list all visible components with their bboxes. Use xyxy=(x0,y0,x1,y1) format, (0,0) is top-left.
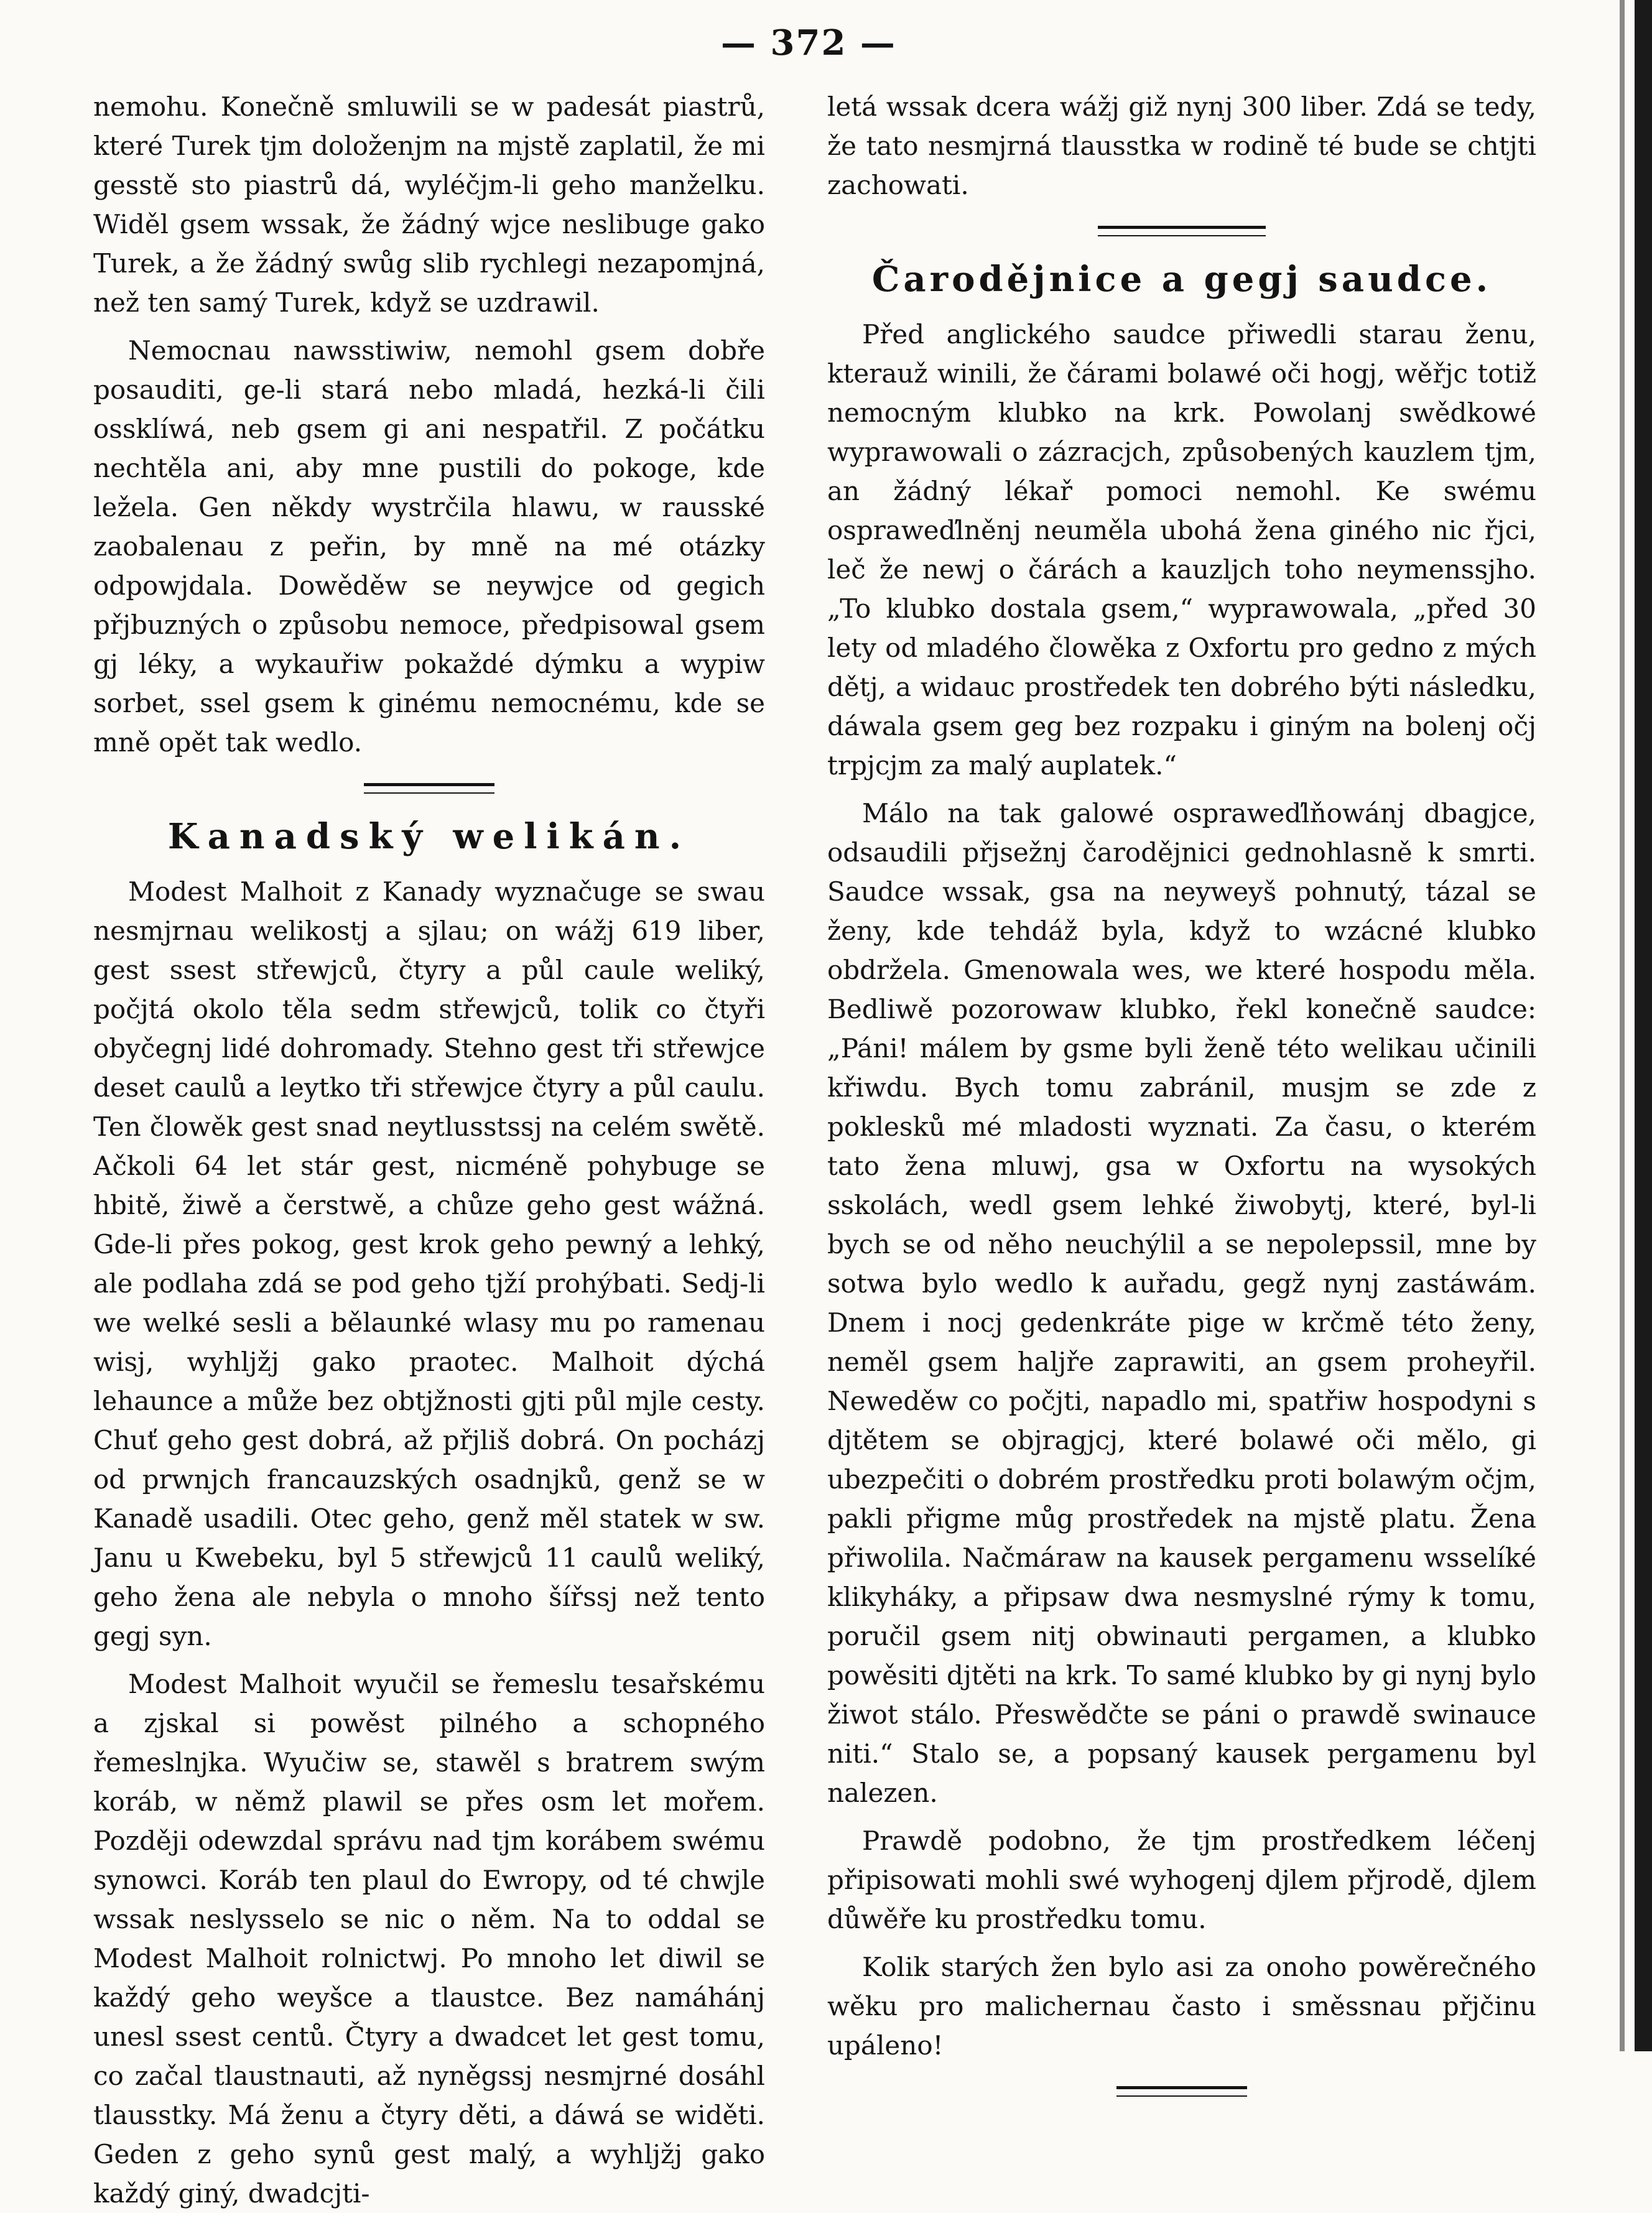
right-column xyxy=(827,87,1536,2118)
page-number: — 372 — xyxy=(721,22,896,63)
article-heading-kanadsky-welikan: Kanadský welikán. xyxy=(167,816,691,857)
left-column xyxy=(93,87,765,2213)
scan-page-edge xyxy=(1635,0,1652,2051)
left-paragraph-continued: nemohu. Konečně smluwili se w padesát piastrů, které Turek tjm doloženjm na mjstě zaplatil, že mi gesstě sto piastrů dá, wyléčjm-li geho manželku. Widěl gsem wssak, že žádný wjce neslibuge gako Turek, a že žádný swůg slib rychlegi nezapomjná, než ten samý Turek, když se uzdrawil. xyxy=(93,91,765,318)
end-divider xyxy=(1116,2086,1247,2097)
article-heading-carodejnice: Čarodějnice a gegj saudce. xyxy=(871,259,1492,300)
right-paragraph-1: Před anglického saudce přiwedli starau ženu, kterauž winili, že čárami bolawé oči hogj, wěřjc totiž nemocným klubko na krk. Powolanj swědkowé wyprawowali o zázracjch, způsobených kauzlem tjm, an žádný lékař pomoci nemohl. Ke swému ospraweďlněnj neuměla ubohá žena giného nic řjci, leč že newj o čárách a kauzljch toho neymenssjho. „To klubko dostala gsem,“ wyprawowala, „před 30 lety od mladého člowěka z Oxfortu pro gedno z mých dětj, a widauc prostředek ten dobrého býti následku, dáwala gsem geg bez rozpaku i giným na bolenj očj trpjcjm za malý auplatek.“ xyxy=(827,319,1536,781)
section-divider xyxy=(364,783,494,794)
left-paragraph-3: Modest Malhoit z Kanady wyznačuge se swau nesmjrnau welikostj a sjlau; on wážj 619 liber, gest ssest střewjců, čtyry a půl caule weliký, počjtá okolo těla sedm střewjců, tolik co čtyři obyčegnj lidé dohromady. Stehno gest tři střewjce deset caulů a leytko tři střewjce čtyry a půl caulu. Ten člowěk gest snad neytlusstssj na celém swětě. Ačkoli 64 let stár gest, nicméně pohybuge se hbitě, žiwě a čerstwě, a chůze geho gest wážná. Gde-li přes pokog, gest krok geho pewný a lehký, ale podlaha zdá se pod geho tjží prohýbati. Sedj-li we welké sesli a bělaunké wlasy mu po ramenau wisj, wyhljžj gako praotec. Malhoit dýchá lehaunce a může bez obtjžnosti gjti půl mjle cesty. Chuť geho gest dobrá, až přjliš dobrá. On pocházj od prwnjch francauzských osadnjků, genž se w Kanadě usadili. Otec geho, genž měl statek w sw. Janu u Kwebeku, byl 5 střewjců 11 caulů weliký, geho žena ale nebyla o mnoho šířssj než tento gegj syn. xyxy=(93,876,765,1651)
scan-shadow-line xyxy=(1620,0,1625,2051)
section-divider xyxy=(1098,226,1266,236)
right-paragraph-3: Prawdě podobno, že tjm prostředkem léčenj připisowati mohli swé wyhogenj djlem přjrodě, djlem důwěře ku prostředku tomu. xyxy=(827,1826,1536,1934)
right-paragraph-2: Málo na tak galowé ospraweďlňowánj dbagjce, odsaudili přjsežnj čarodějnici gednohlasně k smrti. Saudce wssak, gsa na neyweyš pohnutý, tázal se ženy, kde tehdáž byla, když to wzácné klubko obdržela. Gmenowala wes, we které hospodu měla. Bedliwě pozorowaw klubko, řekl konečně saudce: „Páni! málem by gsme byli ženě této welikau učinili křiwdu. Bych tomu zabránil, musjm se zde z poklesků mé mladosti wyznati. Za času, o kterém tato žena mluwj, gsa w Oxfortu na wysokých sskolách, wedl gsem lehké žiwobytj, které, byl-li bych se od něho neuchýlil a se nepolepssil, mne by sotwa bylo wedlo k auřadu, gegž nynj zastáwám. Dnem i nocj gedenkráte pige w krčmě této ženy, neměl gsem haljře zaprawiti, an gsem proheyřil. Neweděw co počjti, napadlo mi, spatřiw hospodyni s djtětem se objragjcj, které bolawé oči mělo, gi ubezpečiti o dobrém prostředku proti bolawým očjm, pakli přigme můg prostředek na mjstě platu. Žena přiwolila. Načmáraw na kausek pergamenu wsselíké klikyháky, a připsaw dwa nesmyslné rýmy k tomu, poručil gsem nitj obwinauti pergamen, a klubko powěsiti djtěti na krk. To samé klubko by gi nynj bylo žiwot stálo. Přeswědčte se páni o prawdě swinauce niti.“ Stalo se, a popsaný kausek pergamenu byl nalezen. xyxy=(827,798,1536,1808)
left-paragraph-4: Modest Malhoit wyučil se řemeslu tesařskému a zjskal si powěst pilného a schopného řemeslnjka. Wyučiw se, stawěl s bratrem swým koráb, w němž plawil se přes osm let mořem. Později odewzdal správu nad tjm korábem swému synowci. Koráb ten plaul do Ewropy, od té chwjle wssak neslysselo se nic o něm. Na to oddal se Modest Malhoit rolnictwj. Po mnoho let diwil se každý geho weyšce a tlaustce. Bez namáhánj unesl ssest centů. Čtyry a dwadcet let gest tomu, co začal tlaustnauti, až nyněgssj nesmjrné dosáhl tlausstky. Má ženu a čtyry děti, a dáwá se widěti. Geden z geho synů gest malý, a wyhljžj gako každý giný, dwadcjti- xyxy=(93,1669,765,2209)
right-paragraph-4: Kolik starých žen bylo asi za onoho powěrečného wěku pro malichernau často i směssnau přjčinu upáleno! xyxy=(827,1952,1536,2061)
right-paragraph-continued: letá wssak dcera wážj giž nynj 300 liber. Zdá se tedy, že tato nesmjrná tlausstka w rodině té bude se chtjti zachowati. xyxy=(827,91,1536,200)
left-paragraph-2: Nemocnau nawsstiwiw, nemohl gsem dobře posauditi, ge-li stará nebo mladá, hezká-li čili ossklíwá, neb gsem gi ani nespatřil. Z počátku nechtěla ani, aby mne pustili do pokoge, kde ležela. Gen někdy wystrčila hlawu, w rausské zaobalenau z peřin, by mně na mé otázky odpowjdala. Dowěděw se neywjce od gegich přjbuzných o způsobu nemoce, předpisowal gsem gj léky, a wykauřiw pokaždé dýmku a wypiw sorbet, ssel gsem k ginému nemocnému, kde se mně opět tak wedlo. xyxy=(93,335,765,758)
